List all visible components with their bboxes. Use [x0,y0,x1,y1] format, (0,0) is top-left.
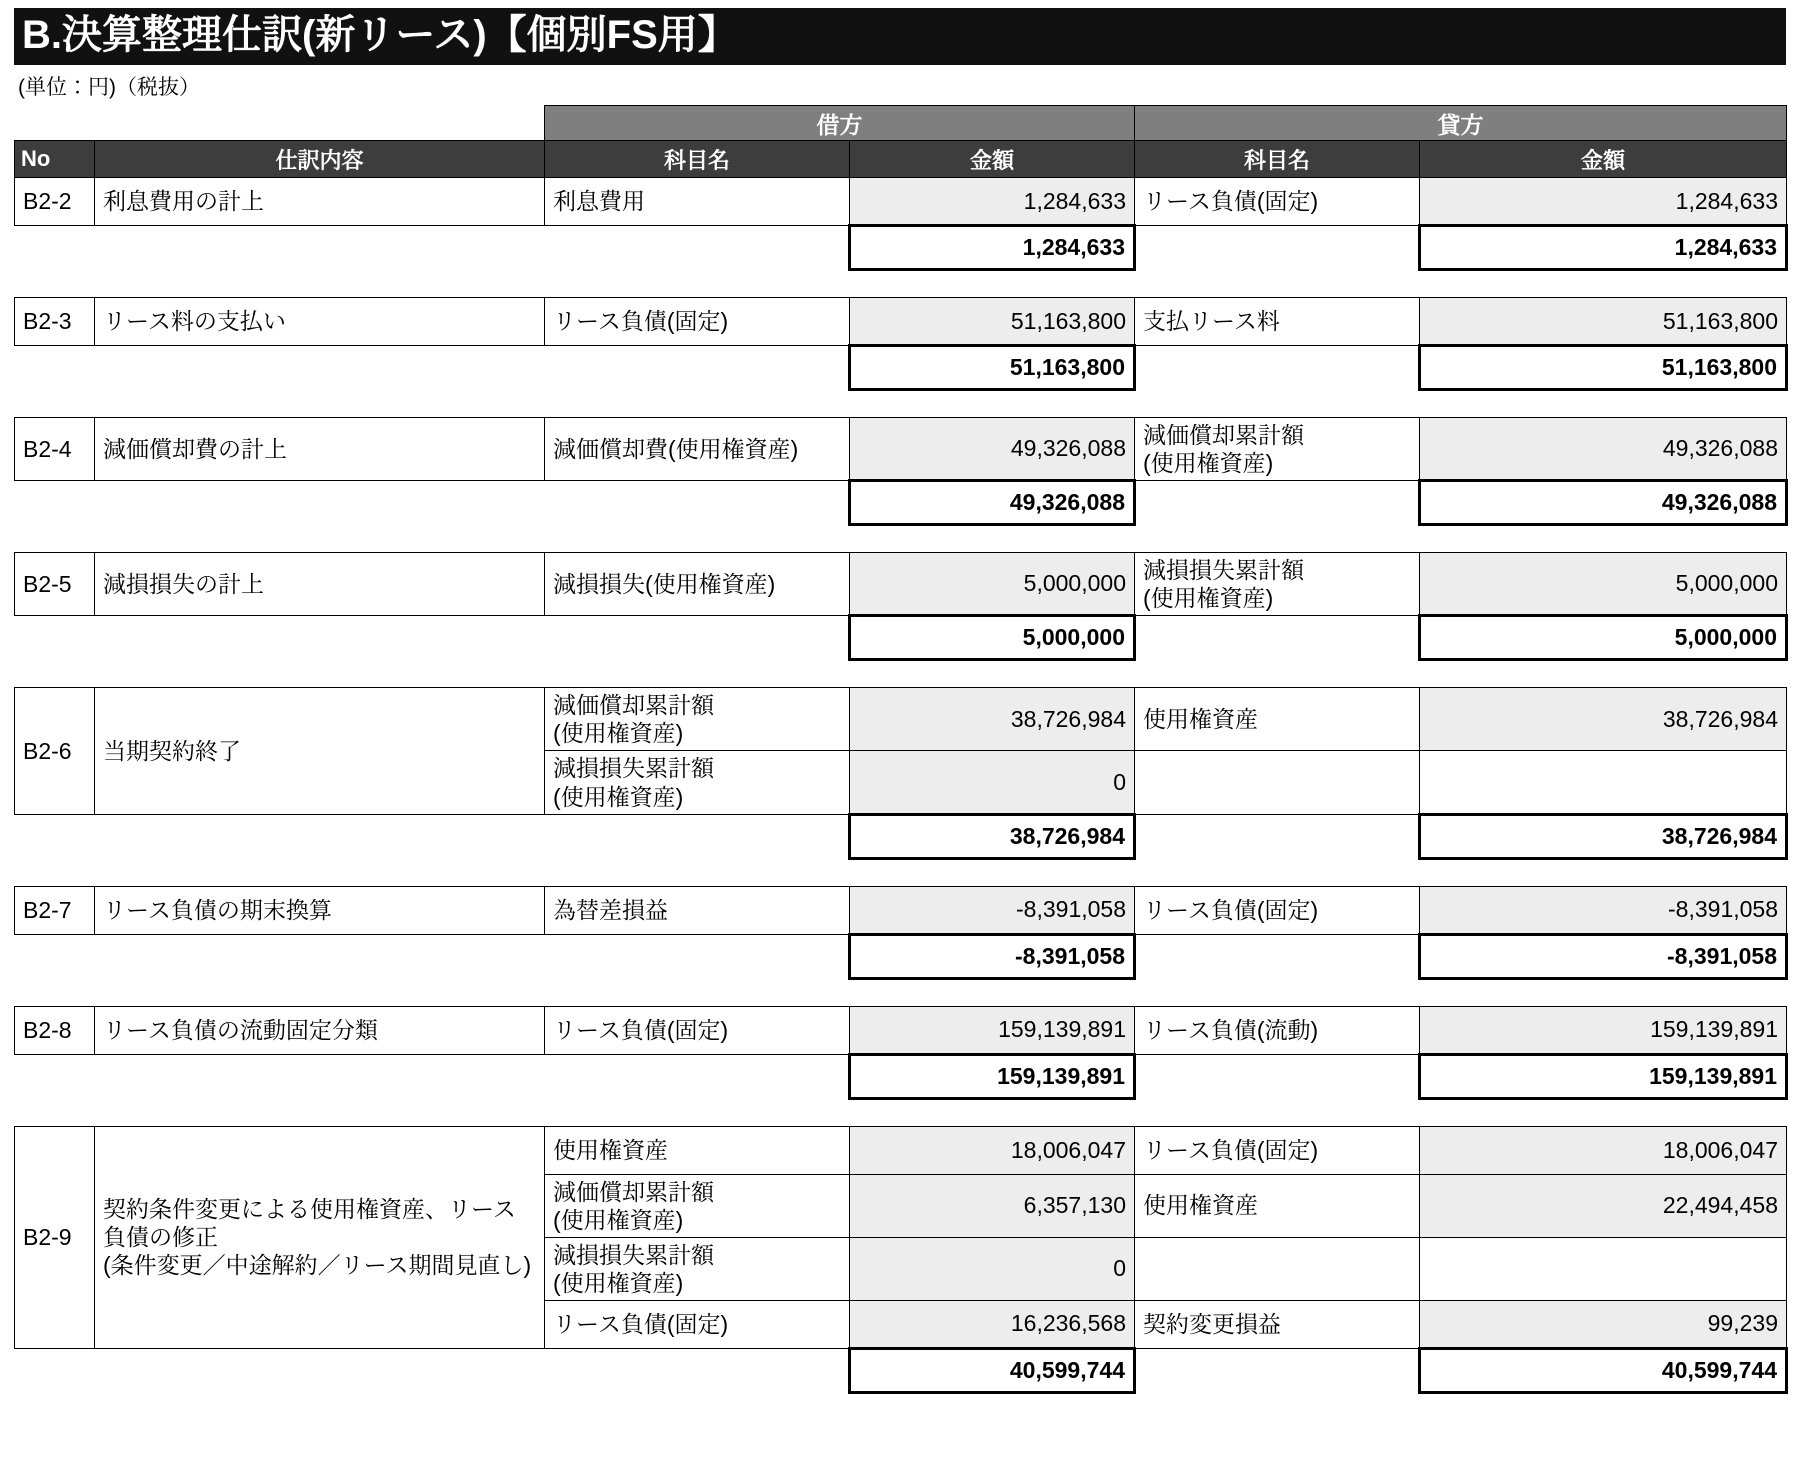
debit-amount: 0 [850,1237,1135,1300]
row-spacer [15,660,1787,688]
debit-total: 40,599,744 [850,1348,1135,1392]
debit-account: 利息費用 [545,178,850,226]
table-column-header-row [15,141,1787,178]
debit-amount: 159,139,891 [850,1006,1135,1054]
spacer-cell [95,270,545,298]
total-spacer-no [15,616,95,660]
credit-amount [1420,751,1787,814]
debit-amount: 38,726,984 [850,688,1135,751]
table-total-row [15,1054,1787,1098]
credit-account: リース負債(固定) [1135,1126,1420,1174]
spacer-cell [1420,660,1787,688]
credit-amount: 51,163,800 [1420,298,1787,346]
row-spacer [15,978,1787,1006]
debit-account: 為替差損益 [545,886,850,934]
credit-total: 49,326,088 [1420,481,1787,525]
total-spacer-no [15,1348,95,1392]
spacer-cell [15,858,95,886]
table-row [15,418,1787,481]
entry-description: 減損損失の計上 [95,553,545,616]
spacer-cell [545,270,850,298]
table-total-row [15,481,1787,525]
credit-amount: 22,494,458 [1420,1174,1787,1237]
spacer-cell [545,525,850,553]
credit-account [1135,1237,1420,1300]
table-total-row [15,346,1787,390]
debit-amount: 16,236,568 [850,1300,1135,1348]
entry-no: B2-7 [15,886,95,934]
spacer-cell [95,858,545,886]
table-row [15,178,1787,226]
entry-description: リース負債の流動固定分類 [95,1006,545,1054]
row-spacer [15,390,1787,418]
table-total-row [15,1348,1787,1392]
table-row [15,1126,1787,1174]
total-spacer-credit-account [1135,1054,1420,1098]
total-spacer-credit-account [1135,616,1420,660]
spacer-cell [1420,525,1787,553]
spacer-cell [1135,660,1420,688]
header-debit-group: 借方 [545,106,1135,141]
spacer-cell [15,978,95,1006]
total-spacer-credit-account [1135,226,1420,270]
spacer-cell [95,525,545,553]
credit-total: 5,000,000 [1420,616,1787,660]
table-group-header-row [15,106,1787,141]
credit-total: 1,284,633 [1420,226,1787,270]
entry-no: B2-2 [15,178,95,226]
debit-amount: 6,357,130 [850,1174,1135,1237]
row-spacer [15,858,1787,886]
debit-account: 減価償却累計額 (使用権資産) [545,688,850,751]
total-spacer-credit-account [1135,346,1420,390]
debit-account: 減価償却費(使用権資産) [545,418,850,481]
table-total-row [15,226,1787,270]
total-spacer-desc [95,814,545,858]
spacer-cell [545,660,850,688]
spacer-cell [1135,858,1420,886]
total-spacer-debit-account [545,1348,850,1392]
row-spacer [15,270,1787,298]
blank-header-no [15,106,95,141]
spacer-cell [1420,270,1787,298]
entry-no: B2-9 [15,1126,95,1348]
credit-total: 38,726,984 [1420,814,1787,858]
spacer-cell [1135,525,1420,553]
total-spacer-credit-account [1135,1348,1420,1392]
table-total-row [15,616,1787,660]
total-spacer-debit-account [545,226,850,270]
total-spacer-no [15,226,95,270]
spacer-cell [545,978,850,1006]
entry-description: 当期契約終了 [95,688,545,814]
spacer-cell [545,858,850,886]
credit-total: 159,139,891 [1420,1054,1787,1098]
total-spacer-debit-account [545,1054,850,1098]
table-row [15,553,1787,616]
spacer-cell [15,270,95,298]
credit-amount: 38,726,984 [1420,688,1787,751]
table-row [15,1006,1787,1054]
entry-no: B2-8 [15,1006,95,1054]
debit-total: -8,391,058 [850,934,1135,978]
total-spacer-no [15,481,95,525]
spacer-cell [850,1098,1135,1126]
spacer-cell [95,390,545,418]
credit-total: -8,391,058 [1420,934,1787,978]
spacer-cell [545,1098,850,1126]
spacer-cell [1420,858,1787,886]
credit-amount: -8,391,058 [1420,886,1787,934]
spacer-cell [15,390,95,418]
credit-account: リース負債(流動) [1135,1006,1420,1054]
credit-account: 支払リース料 [1135,298,1420,346]
debit-amount: 18,006,047 [850,1126,1135,1174]
table-row [15,886,1787,934]
entry-description: 利息費用の計上 [95,178,545,226]
credit-amount: 18,006,047 [1420,1126,1787,1174]
debit-total: 1,284,633 [850,226,1135,270]
spacer-cell [1420,978,1787,1006]
credit-account: 使用権資産 [1135,1174,1420,1237]
journal-body [15,178,1787,1393]
spacer-cell [850,858,1135,886]
debit-total: 51,163,800 [850,346,1135,390]
table-total-row [15,934,1787,978]
debit-account: 減価償却累計額 (使用権資産) [545,1174,850,1237]
debit-amount: -8,391,058 [850,886,1135,934]
page-title: B.決算整理仕訳(新リース)【個別FS用】 [14,8,1786,65]
credit-amount: 1,284,633 [1420,178,1787,226]
entry-description: 減価償却費の計上 [95,418,545,481]
header-debit-account: 科目名 [545,141,850,178]
total-spacer-credit-account [1135,481,1420,525]
spacer-cell [850,525,1135,553]
total-spacer-no [15,346,95,390]
total-spacer-no [15,934,95,978]
blank-header-desc [95,106,545,141]
credit-account [1135,751,1420,814]
debit-account: リース負債(固定) [545,1300,850,1348]
total-spacer-desc [95,1348,545,1392]
debit-total: 38,726,984 [850,814,1135,858]
credit-amount: 159,139,891 [1420,1006,1787,1054]
spacer-cell [15,660,95,688]
spacer-cell [850,270,1135,298]
spacer-cell [1420,1098,1787,1126]
spacer-cell [1135,978,1420,1006]
entry-description: リース料の支払い [95,298,545,346]
credit-account: リース負債(固定) [1135,178,1420,226]
spacer-cell [1420,390,1787,418]
spacer-cell [850,390,1135,418]
credit-total: 51,163,800 [1420,346,1787,390]
spacer-cell [1135,270,1420,298]
row-spacer [15,1098,1787,1126]
debit-account: リース負債(固定) [545,298,850,346]
total-spacer-debit-account [545,934,850,978]
credit-account: 減価償却累計額 (使用権資産) [1135,418,1420,481]
total-spacer-desc [95,226,545,270]
spacer-cell [95,1098,545,1126]
credit-account: 契約変更損益 [1135,1300,1420,1348]
spacer-cell [95,660,545,688]
debit-amount: 51,163,800 [850,298,1135,346]
total-spacer-debit-account [545,616,850,660]
debit-account: 減損損失累計額 (使用権資産) [545,751,850,814]
entry-no: B2-3 [15,298,95,346]
table-row [15,298,1787,346]
spacer-cell [1135,1098,1420,1126]
spacer-cell [850,978,1135,1006]
header-credit-amount: 金額 [1420,141,1787,178]
total-spacer-debit-account [545,481,850,525]
header-description: 仕訳内容 [95,141,545,178]
total-spacer-desc [95,934,545,978]
unit-note: (単位：円)（税抜） [18,76,200,100]
spacer-cell [1135,390,1420,418]
debit-total: 49,326,088 [850,481,1135,525]
entry-no: B2-6 [15,688,95,814]
total-spacer-desc [95,481,545,525]
spacer-cell [850,660,1135,688]
credit-account: リース負債(固定) [1135,886,1420,934]
total-spacer-debit-account [545,814,850,858]
credit-amount [1420,1237,1787,1300]
credit-amount: 5,000,000 [1420,553,1787,616]
debit-amount: 49,326,088 [850,418,1135,481]
entry-no: B2-5 [15,553,95,616]
debit-account: リース負債(固定) [545,1006,850,1054]
credit-amount: 99,239 [1420,1300,1787,1348]
entry-no: B2-4 [15,418,95,481]
debit-amount: 5,000,000 [850,553,1135,616]
total-spacer-credit-account [1135,934,1420,978]
spacer-cell [545,390,850,418]
header-no: No [15,141,95,178]
total-spacer-desc [95,616,545,660]
debit-total: 5,000,000 [850,616,1135,660]
spacer-cell [95,978,545,1006]
header-credit-group: 貸方 [1135,106,1787,141]
table-row [15,688,1787,751]
journal-table [14,105,1788,1394]
header-credit-account: 科目名 [1135,141,1420,178]
credit-amount: 49,326,088 [1420,418,1787,481]
header-debit-amount: 金額 [850,141,1135,178]
total-spacer-no [15,814,95,858]
total-spacer-desc [95,1054,545,1098]
credit-account: 減損損失累計額 (使用権資産) [1135,553,1420,616]
total-spacer-debit-account [545,346,850,390]
spacer-cell [15,525,95,553]
debit-amount: 0 [850,751,1135,814]
total-spacer-no [15,1054,95,1098]
table-total-row [15,814,1787,858]
credit-total: 40,599,744 [1420,1348,1787,1392]
total-spacer-desc [95,346,545,390]
debit-account: 減損損失(使用権資産) [545,553,850,616]
debit-account: 使用権資産 [545,1126,850,1174]
row-spacer [15,525,1787,553]
total-spacer-credit-account [1135,814,1420,858]
credit-account: 使用権資産 [1135,688,1420,751]
debit-account: 減損損失累計額 (使用権資産) [545,1237,850,1300]
spacer-cell [15,1098,95,1126]
entry-description: リース負債の期末換算 [95,886,545,934]
debit-amount: 1,284,633 [850,178,1135,226]
entry-description: 契約条件変更による使用権資産、リース負債の修正 (条件変更／中途解約／リース期間見直し) [95,1126,545,1348]
debit-total: 159,139,891 [850,1054,1135,1098]
